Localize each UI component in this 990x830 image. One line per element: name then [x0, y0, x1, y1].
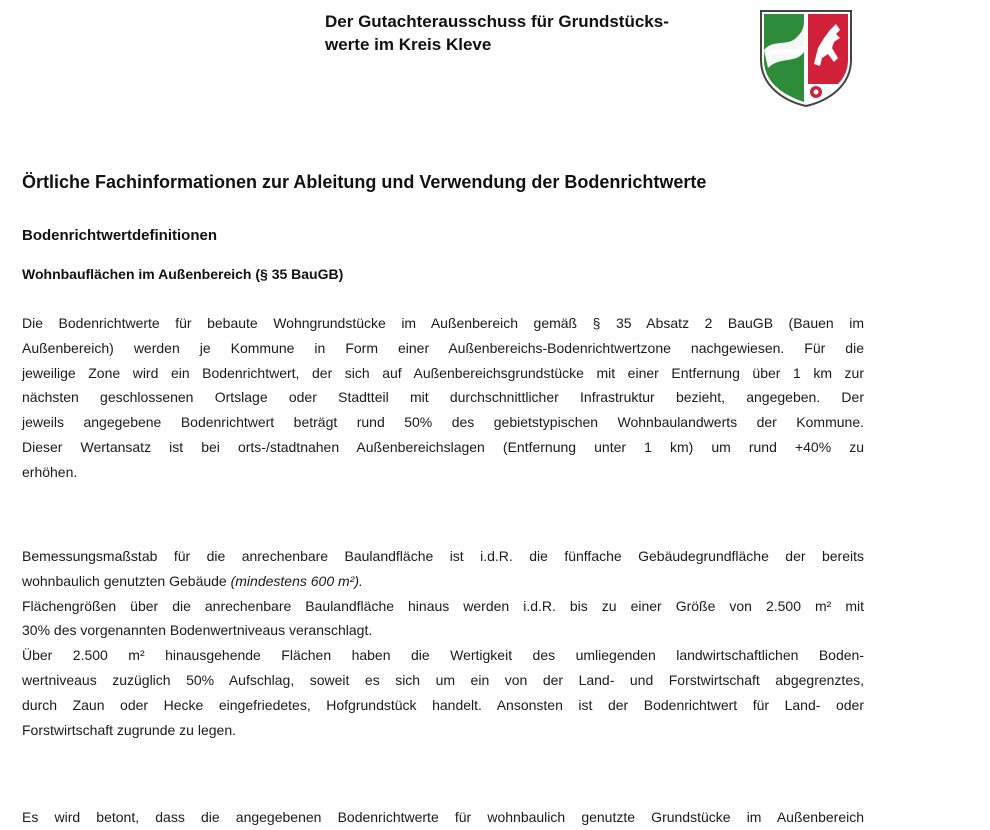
paragraph-line: nächsten geschlossenen Ortslage oder Stadtteil mit durchschnittlicher Infrastruktur bezieht, angegeben. Der — [22, 389, 864, 406]
nrw-coat-of-arms-icon — [758, 8, 854, 108]
document-main-heading: Örtliche Fachinformationen zur Ableitung und Verwendung der Bodenrichtwerte — [22, 172, 707, 192]
organization-title-line1: Der Gutachterausschuss für Grundstücks- — [325, 12, 669, 31]
paragraph-line: durch Zaun oder Hecke eingefriedetes, Hofgrundstück handelt. Ansonsten ist der Bodenrichtwert für Land- oder — [22, 696, 864, 713]
paragraph-line: Bemessungsmaßstab für die anrechenbare Baulandfläche ist i.d.R. die fünffache Gebäudegrundfläche der bereits — [22, 548, 864, 564]
paragraph-line — [22, 569, 864, 594]
paragraph-emphasis-partial — [22, 805, 864, 830]
paragraph-line: Über 2.500 m² hinausgehende Flächen haben die Wertigkeit des umliegenden landwirtschaftlichen Boden- — [22, 647, 864, 664]
paragraph-line: jeweilige Zone wird ein Bodenrichtwert, der sich auf Außenbereichsgrundstücke mit einer Entfernung über 1 km zur — [22, 364, 864, 381]
organization-title — [325, 10, 745, 56]
paragraph-assessment-basis — [22, 544, 864, 742]
section-heading: Bodenrichtwertdefinitionen — [22, 227, 217, 244]
paragraph-outer-area-definition — [22, 311, 864, 485]
paragraph-line: jeweils angegebene Bodenrichtwert beträgt rund 50% des gebietstypischen Wohnbaulandwerts der Kommune. — [22, 414, 864, 431]
paragraph-line: Es wird betont, dass die angegebenen Bodenrichtwerte für wohnbaulich genutzte Grundstücke im Außenbereich — [22, 809, 864, 825]
paragraph-line: Flächengrößen über die anrechenbare Baulandfläche hinaus werden i.d.R. bis zu einer Größe von 2.500 m² mit — [22, 597, 864, 614]
paragraph-line: Dieser Wertansatz ist bei orts-/stadtnahen Außenbereichslagen (Entfernung unter 1 km) um rund +40% zu — [22, 438, 864, 455]
paragraph-text: wohnbaulich genutzten Gebäude — [22, 572, 231, 589]
paragraph-line: Forstwirtschaft zugrunde zu legen. — [22, 721, 236, 738]
sub-heading: Wohnbauflächen im Außenbereich (§ 35 BauGB) — [22, 266, 344, 282]
paragraph-line: wertniveaus zuzüglich 50% Aufschlag, soweit es sich um ein von der Land- und Forstwirtschaft abgegrenztes, — [22, 671, 864, 688]
paragraph-line: 30% des vorgenannten Bodenwertniveaus veranschlagt. — [22, 622, 373, 639]
organization-title-line2: werte im Kreis Kleve — [325, 35, 492, 54]
paragraph-line: erhöhen. — [22, 463, 78, 480]
paragraph-line: Außenbereich) werden je Kommune in Form einer Außenbereichs-Bodenrichtwertzone nachgewiesen. Für die — [22, 339, 864, 356]
minimum-area-note: (mindestens 600 m²). — [230, 572, 363, 589]
paragraph-line: Die Bodenrichtwerte für bebaute Wohngrundstücke im Außenbereich gemäß § 35 Absatz 2 BauGB (Bauen im — [22, 315, 864, 331]
